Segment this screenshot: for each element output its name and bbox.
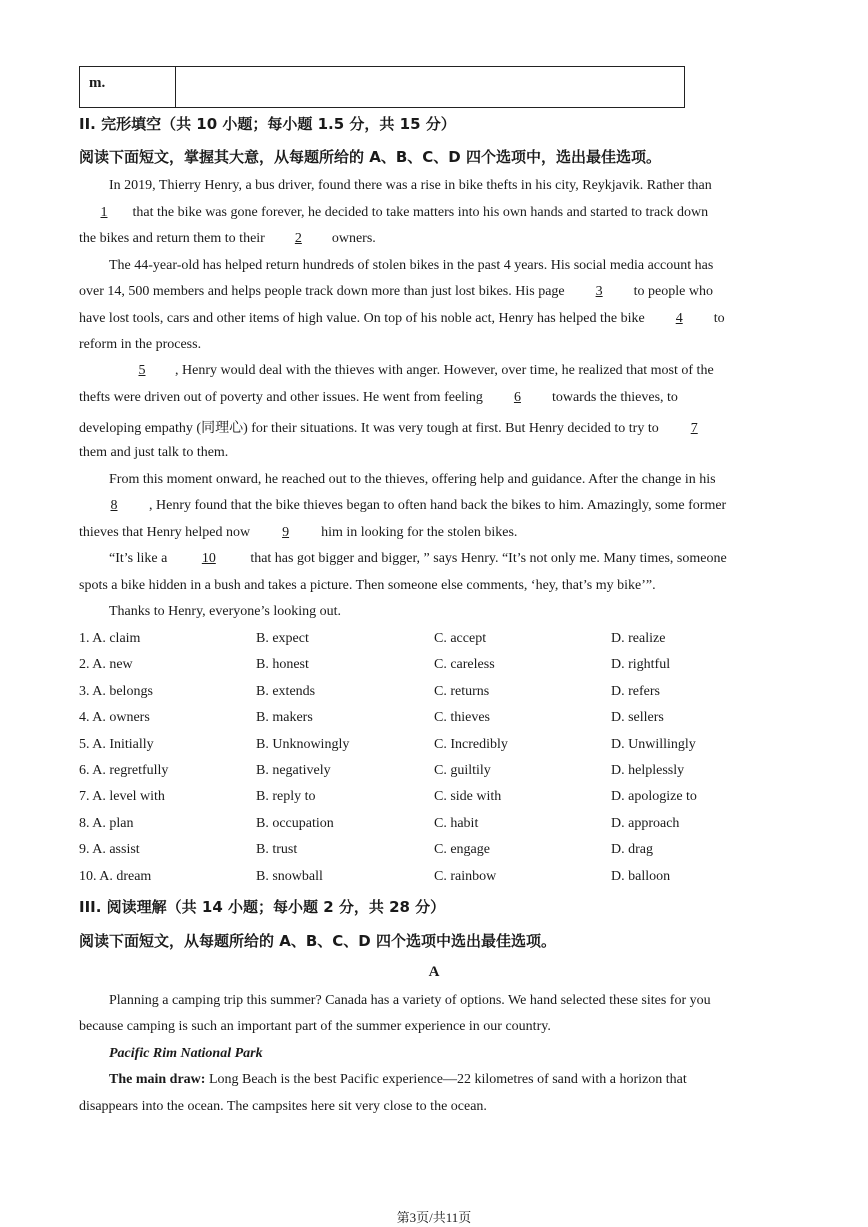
passage-line [79,311,725,327]
passage-line [109,363,714,379]
option-4-c: C. thieves [434,710,490,726]
passage-text: spots a bike hidden in a bush and takes a picture. Then someone else comments, ‘hey, that’s my bike’”. [79,578,656,593]
passage-line [79,417,726,437]
passage-line [79,390,678,406]
option-7-b: B. reply to [256,789,316,805]
section3-heading: III. 阅读理解（共 14 小题；每小题 2 分，共 28 分） [79,898,446,916]
option-9-a: 9. A. assist [79,842,140,858]
option-6-b: B. negatively [256,763,331,778]
passage-text: Planning a camping trip this summer? Canada has a variety of options. We hand selected these sites for you [109,993,711,1008]
blank-10: 10 [201,551,216,566]
option-8-d: D. approach [611,815,680,831]
passage-text: him in looking for the stolen bikes. [321,525,518,540]
option-1-a: 1. A. claim [79,631,141,646]
passage-text: From this moment onward, he reached out to the thieves, offering help and guidance. After the change in his [109,472,716,487]
option-7-c: C. side with [434,789,502,805]
blank-4: 4 [675,311,683,326]
part-label: A [428,964,440,980]
passage-text: Thanks to Henry, everyone’s looking out. [109,604,341,619]
answer-table-row [79,66,685,108]
option-4-b: B. makers [256,710,313,726]
passage-text: disappears into the ocean. The campsites here sit very close to the ocean. [79,1099,487,1114]
passage-text: In 2019, Thierry Henry, a bus driver, found there was a rise in bike thefts in his city, Reykjavik. Rather than [109,178,712,193]
option-8-a: 8. A. plan [79,815,134,831]
passage-text: “It’s like a [109,551,168,566]
option-9-c: C. engage [434,842,490,858]
option-1-b: B. expect [256,631,309,646]
blank-3: 3 [595,284,603,299]
option-3-a: 3. A. belongs [79,683,153,699]
passage-text: , Henry would deal with the thieves with anger. However, over time, he realized that most of the [175,363,714,378]
passage-text: over 14, 500 members and helps people track down more than just lost bikes. His page [79,284,565,299]
option-6-a: 6. A. regretfully [79,763,169,778]
option-5-c: C. Incredibly [434,736,508,752]
passage-text: that the bike was gone forever, he decided to take matters into his own hands and started to track down [132,205,709,220]
table-answer-cell [176,67,684,107]
page-footer: 第3页/共11页 [396,1210,472,1225]
option-4-d: D. sellers [611,710,664,726]
option-5-b: B. Unknowingly [256,736,350,752]
option-2-b: B. honest [256,657,309,673]
passage-text: that has got bigger and bigger, ” says Henry. “It’s not only me. Many times, someone [250,551,727,566]
passage-text: , Henry found that the bike thieves began to often hand back the bikes to him. Amazingly, some former [149,498,727,513]
option-5-d: D. Unwillingly [611,736,696,752]
option-1-c: C. accept [434,631,487,646]
main-draw-label: The main draw: [109,1072,206,1087]
passage-text: to people who [633,284,713,299]
blank-6: 6 [513,390,521,405]
passage-text: thieves that Henry helped now [79,525,251,540]
option-3-d: D. refers [611,683,660,699]
blank-8: 8 [110,498,118,513]
passage-text: The 44-year-old has helped return hundreds of stolen bikes in the past 4 years. His social media account has [109,258,714,273]
option-10-d: D. balloon [611,868,671,884]
passage-text: because camping is such an important part of the summer experience in our country. [79,1019,551,1034]
option-5-a: 5. A. Initially [79,736,154,752]
table-label-cell: m. [80,67,176,107]
passage-text: the bikes and return them to their [79,231,265,246]
option-8-b: B. occupation [256,815,334,831]
passage-text: thefts were driven out of poverty and other issues. He went from feeling [79,390,483,405]
option-3-c: C. returns [434,683,490,699]
passage-line [79,284,713,300]
passage-line [79,525,517,541]
passage-text: them and just talk to them. [79,445,229,460]
option-2-c: C. careless [434,657,495,673]
option-9-b: B. trust [256,842,298,858]
blank-7: 7 [690,421,698,436]
passage-line [109,1072,687,1088]
passage-line [109,551,727,567]
section2-instruction: 阅读下面短文，掌握其大意，从每题所给的 A、B、C、D 四个选项中，选出最佳选项。 [79,148,661,166]
option-3-b: B. extends [256,683,316,699]
option-4-a: 4. A. owners [79,710,150,726]
passage-line [79,498,726,514]
passage-text: towards the thieves, to [551,390,678,405]
option-6-d: D. helplessly [611,763,685,778]
option-9-d: D. drag [611,842,653,858]
passage-line [79,231,376,247]
passage-text: reform in the process. [79,337,202,352]
blank-2: 2 [294,231,302,246]
option-6-c: C. guiltily [434,763,491,778]
passage-text: to [713,311,725,326]
section3-instruction: 阅读下面短文，从每题所给的 A、B、C、D 四个选项中选出最佳选项。 [79,932,556,950]
option-10-a: 10. A. dream [79,868,152,884]
blank-5: 5 [138,363,146,378]
blank-1: 1 [100,205,108,220]
option-10-c: C. rainbow [434,868,497,884]
passage-text: developing empathy (同理心) for their situations. It was very tough at first. But Henry decided to try to [79,421,659,436]
passage-text: owners. [331,231,376,246]
section2-heading: II. 完形填空（共 10 小题；每小题 1.5 分，共 15 分） [79,115,456,133]
option-7-d: D. apologize to [611,789,697,805]
passage-text: Long Beach is the best Pacific experience—22 kilometres of sand with a horizon that [208,1072,687,1087]
blank-9: 9 [282,525,290,540]
option-10-b: B. snowball [256,868,323,884]
passage-text: have lost tools, cars and other items of high value. On top of his noble act, Henry has helped the bike [79,311,645,326]
option-2-d: D. rightful [611,657,671,673]
option-8-c: C. habit [434,815,479,831]
option-7-a: 7. A. level with [79,789,165,805]
park-title: Pacific Rim National Park [109,1046,263,1061]
option-2-a: 2. A. new [79,657,133,673]
passage-line [79,205,708,221]
option-1-d: D. realize [611,631,666,646]
